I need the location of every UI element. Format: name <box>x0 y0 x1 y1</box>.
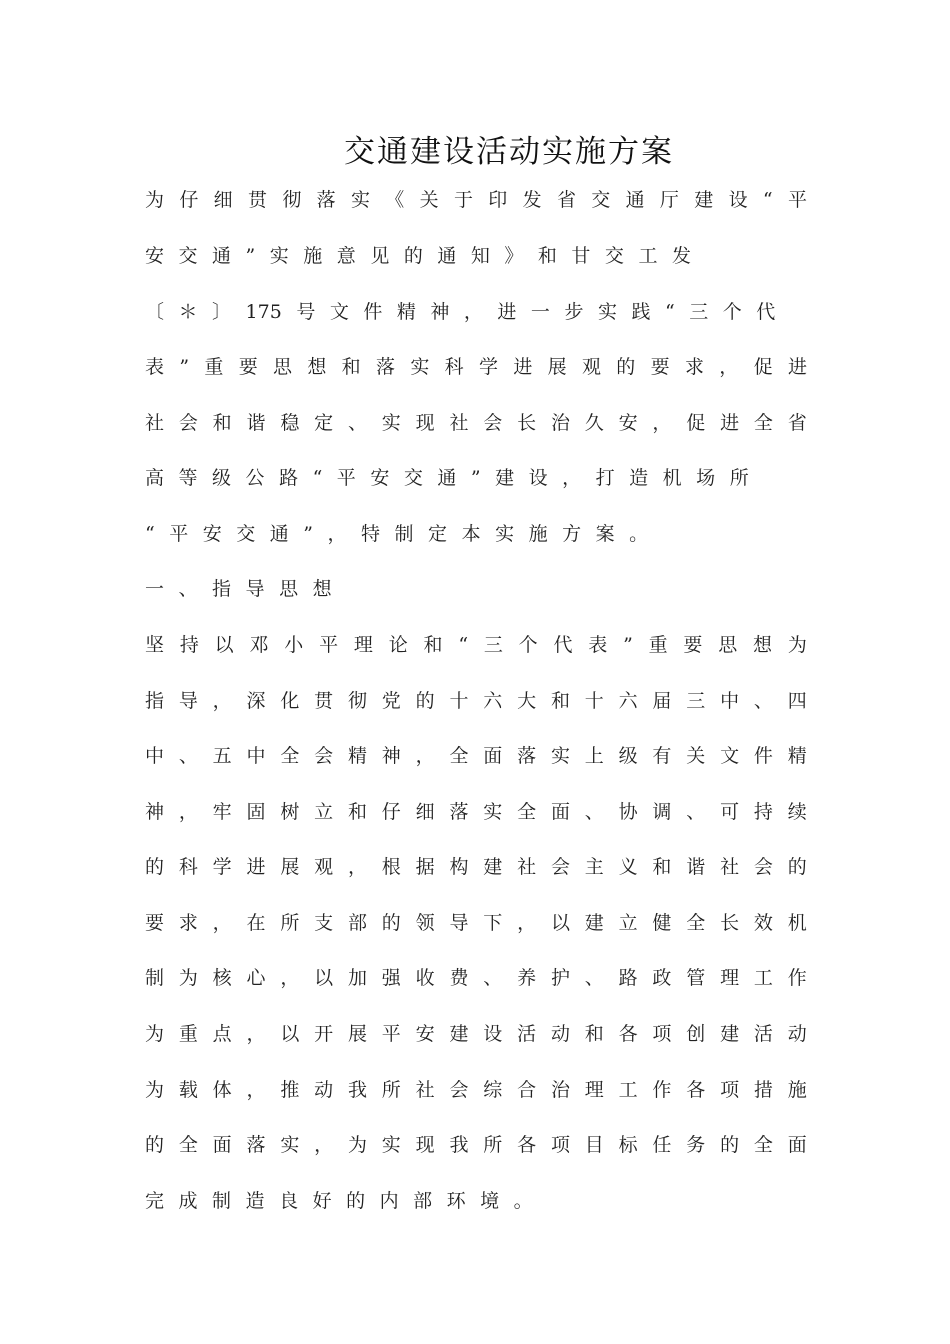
paragraph-line: 制 为 核 心 ， 以 加 强 收 费 、 养 护 、 路 政 管 理 工 作 <box>145 967 807 989</box>
paragraph-line: 的 全 面 落 实 ， 为 实 现 我 所 各 项 目 标 任 务 的 全 面 <box>145 1134 807 1156</box>
paragraph-line: “ 平 安 交 通 ” ， 特 制 定 本 实 施 方 案 。 <box>145 523 649 545</box>
paragraph-line: 为 载 体 ， 推 动 我 所 社 会 综 合 治 理 工 作 各 项 措 施 <box>145 1079 807 1101</box>
paragraph-line: 高 等 级 公 路 “ 平 安 交 通 ” 建 设 ， 打 造 机 场 所 <box>145 467 749 489</box>
paragraph-line: 指 导 ， 深 化 贯 彻 党 的 十 六 大 和 十 六 届 三 中 、 四 <box>145 690 807 712</box>
paragraph-line: 安 交 通 ” 实 施 意 见 的 通 知 》 和 甘 交 工 发 <box>145 245 691 267</box>
paragraph-line: 为 重 点 ， 以 开 展 平 安 建 设 活 动 和 各 项 创 建 活 动 <box>145 1023 807 1045</box>
section-heading: 一 、 指 导 思 想 <box>145 578 332 600</box>
paragraph-line: 为 仔 细 贯 彻 落 实 《 关 于 印 发 省 交 通 厅 建 设 “ 平 <box>145 189 807 211</box>
paragraph-line: 的 科 学 进 展 观 ， 根 据 构 建 社 会 主 义 和 谐 社 会 的 <box>145 856 807 878</box>
paragraph-line: 完 成 制 造 良 好 的 内 部 环 境 。 <box>145 1190 533 1212</box>
paragraph-line: 要 求 ， 在 所 支 部 的 领 导 下 ， 以 建 立 健 全 长 效 机 <box>145 912 807 934</box>
paragraph-line: 〔 ＊ 〕 175 号 文 件 精 神 ， 进 一 步 实 践 “ 三 个 代 <box>145 301 776 323</box>
paragraph-line: 神 ， 牢 固 树 立 和 仔 细 落 实 全 面 、 协 调 、 可 持 续 <box>145 801 807 823</box>
document-title: 交通建设活动实施方案 <box>344 134 674 170</box>
paragraph-line: 表 ” 重 要 思 想 和 落 实 科 学 进 展 观 的 要 求 ， 促 进 <box>145 356 807 378</box>
paragraph-line: 社 会 和 谐 稳 定 、 实 现 社 会 长 治 久 安 ， 促 进 全 省 <box>145 412 807 434</box>
paragraph-line: 坚 持 以 邓 小 平 理 论 和 “ 三 个 代 表 ” 重 要 思 想 为 <box>145 634 807 656</box>
paragraph-line: 中 、 五 中 全 会 精 神 ， 全 面 落 实 上 级 有 关 文 件 精 <box>145 745 807 767</box>
